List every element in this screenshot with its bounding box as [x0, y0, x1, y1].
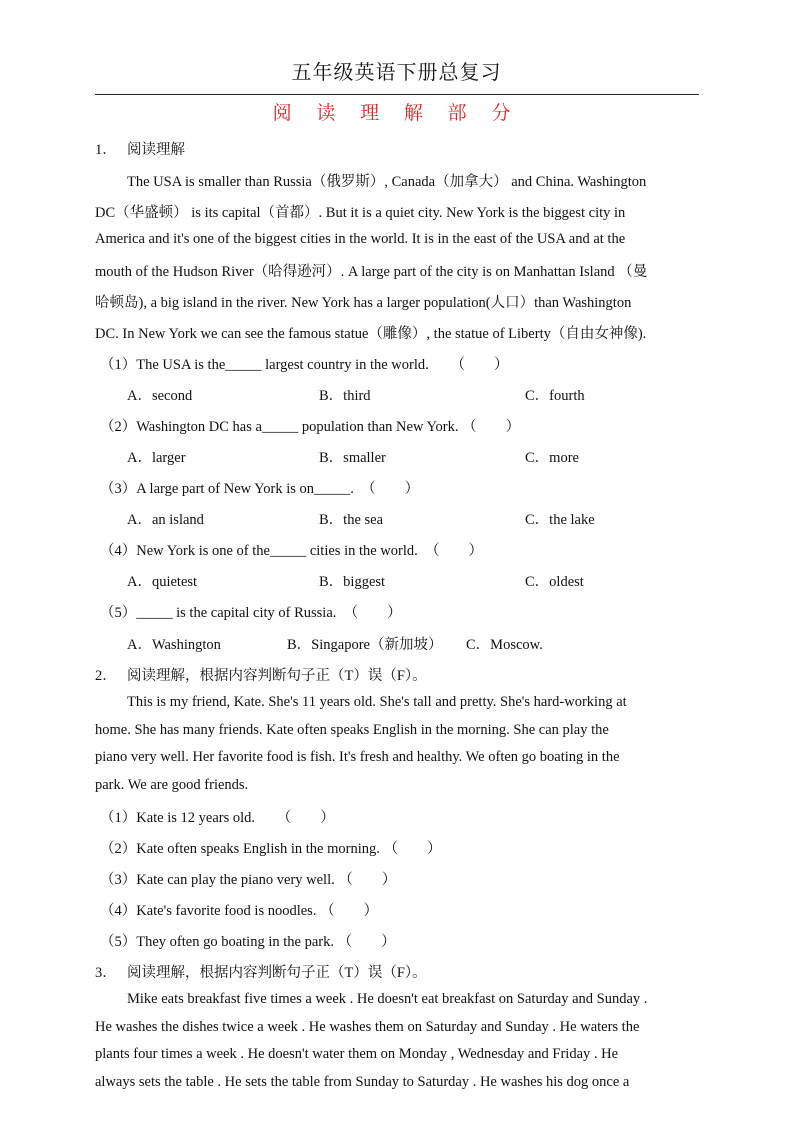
passage-1-line: 哈顿岛), a big island in the river. New York has a larger population(人口）than Washington [95, 295, 632, 311]
question-2-3: （3）Kate can play the piano very well. （ ） [100, 872, 397, 888]
section-subtitle: 阅 读 理 解 部 分 [272, 103, 521, 124]
option-c: C．oldest [525, 574, 584, 590]
section-2-heading: 阅读理解，根据内容判断句子正（T）误（F）。 [127, 668, 427, 684]
option-b: B．third [319, 388, 371, 404]
passage-1-line: America and it's one of the biggest cities in the world. It is in the east of the USA and at the [95, 231, 626, 247]
option-a: A．Washington [127, 637, 221, 653]
passage-2-line: home. She has many friends. Kate often speaks English in the morning. She can play the [95, 722, 609, 738]
passage-3-line: Mike eats breakfast five times a week . He doesn't eat breakfast on Saturday and Sunday . [127, 991, 648, 1007]
option-a: A．larger [127, 450, 186, 466]
question-2-2: （2）Kate often speaks English in the morning. （ ） [100, 841, 442, 857]
passage-1-line: The USA is smaller than Russia（俄罗斯）, Canada（加拿大） and China. Washington [127, 174, 647, 190]
option-c: C．fourth [525, 388, 585, 404]
question-2-1: （1）Kate is 12 years old. （ ） [100, 810, 335, 826]
passage-3-line: He washes the dishes twice a week . He washes them on Saturday and Sunday . He waters the [95, 1019, 640, 1035]
section-3-number: 3． [95, 965, 117, 981]
question-1-3: （3）A large part of New York is on_____. （ ） [100, 481, 420, 497]
option-b: B．Singapore（新加坡） [287, 637, 443, 653]
section-1-number: 1． [95, 142, 117, 158]
page-title: 五年级英语下册总复习 [291, 62, 502, 84]
question-1-4: （4）New York is one of the_____ cities in the world. （ ） [100, 543, 484, 559]
passage-1-line: mouth of the Hudson River（哈得逊河）. A large part of the city is on Manhattan Island （曼 [95, 264, 648, 280]
passage-3-line: plants four times a week . He doesn't water them on Monday , Wednesday and Friday . He [95, 1046, 619, 1062]
question-1-2: （2）Washington DC has a_____ population than New York. （ ） [100, 419, 521, 435]
question-2-4: （4）Kate's favorite food is noodles. （ ） [100, 903, 379, 919]
question-1-1: （1）The USA is the_____ largest country in the world. （ ） [100, 357, 509, 373]
passage-1-line: DC（华盛顿） is its capital（首都）. But it is a quiet city. New York is the biggest city in [95, 205, 626, 221]
passage-2-line: park. We are good friends. [95, 777, 249, 793]
passage-2-line: piano very well. Her favorite food is fish. It's fresh and healthy. We often go boating in the [95, 749, 620, 765]
passage-3-line: always sets the table . He sets the table from Sunday to Saturday . He washes his dog once a [95, 1074, 630, 1090]
section-1-heading: 阅读理解 [127, 142, 185, 158]
section-3-heading: 阅读理解，根据内容判断句子正（T）误（F）。 [127, 965, 427, 981]
option-b: B．smaller [319, 450, 386, 466]
passage-2-line: This is my friend, Kate. She's 11 years old. She's tall and pretty. She's hard-working at [127, 694, 627, 710]
title-divider [95, 94, 699, 95]
option-c: C．more [525, 450, 579, 466]
section-2-number: 2． [95, 668, 117, 684]
option-a: A．quietest [127, 574, 198, 590]
passage-1-line: DC. In New York we can see the famous statue（雕像）, the statue of Liberty（自由女神像). [95, 326, 647, 342]
option-a: A．an island [127, 512, 204, 528]
question-1-5: （5）_____ is the capital city of Russia. （ ） [100, 605, 402, 621]
option-c: C．the lake [525, 512, 595, 528]
question-2-5: （5）They often go boating in the park. （ ） [100, 934, 396, 950]
option-c: C．Moscow. [466, 637, 543, 653]
option-b: B．the sea [319, 512, 384, 528]
option-b: B．biggest [319, 574, 386, 590]
option-a: A．second [127, 388, 193, 404]
